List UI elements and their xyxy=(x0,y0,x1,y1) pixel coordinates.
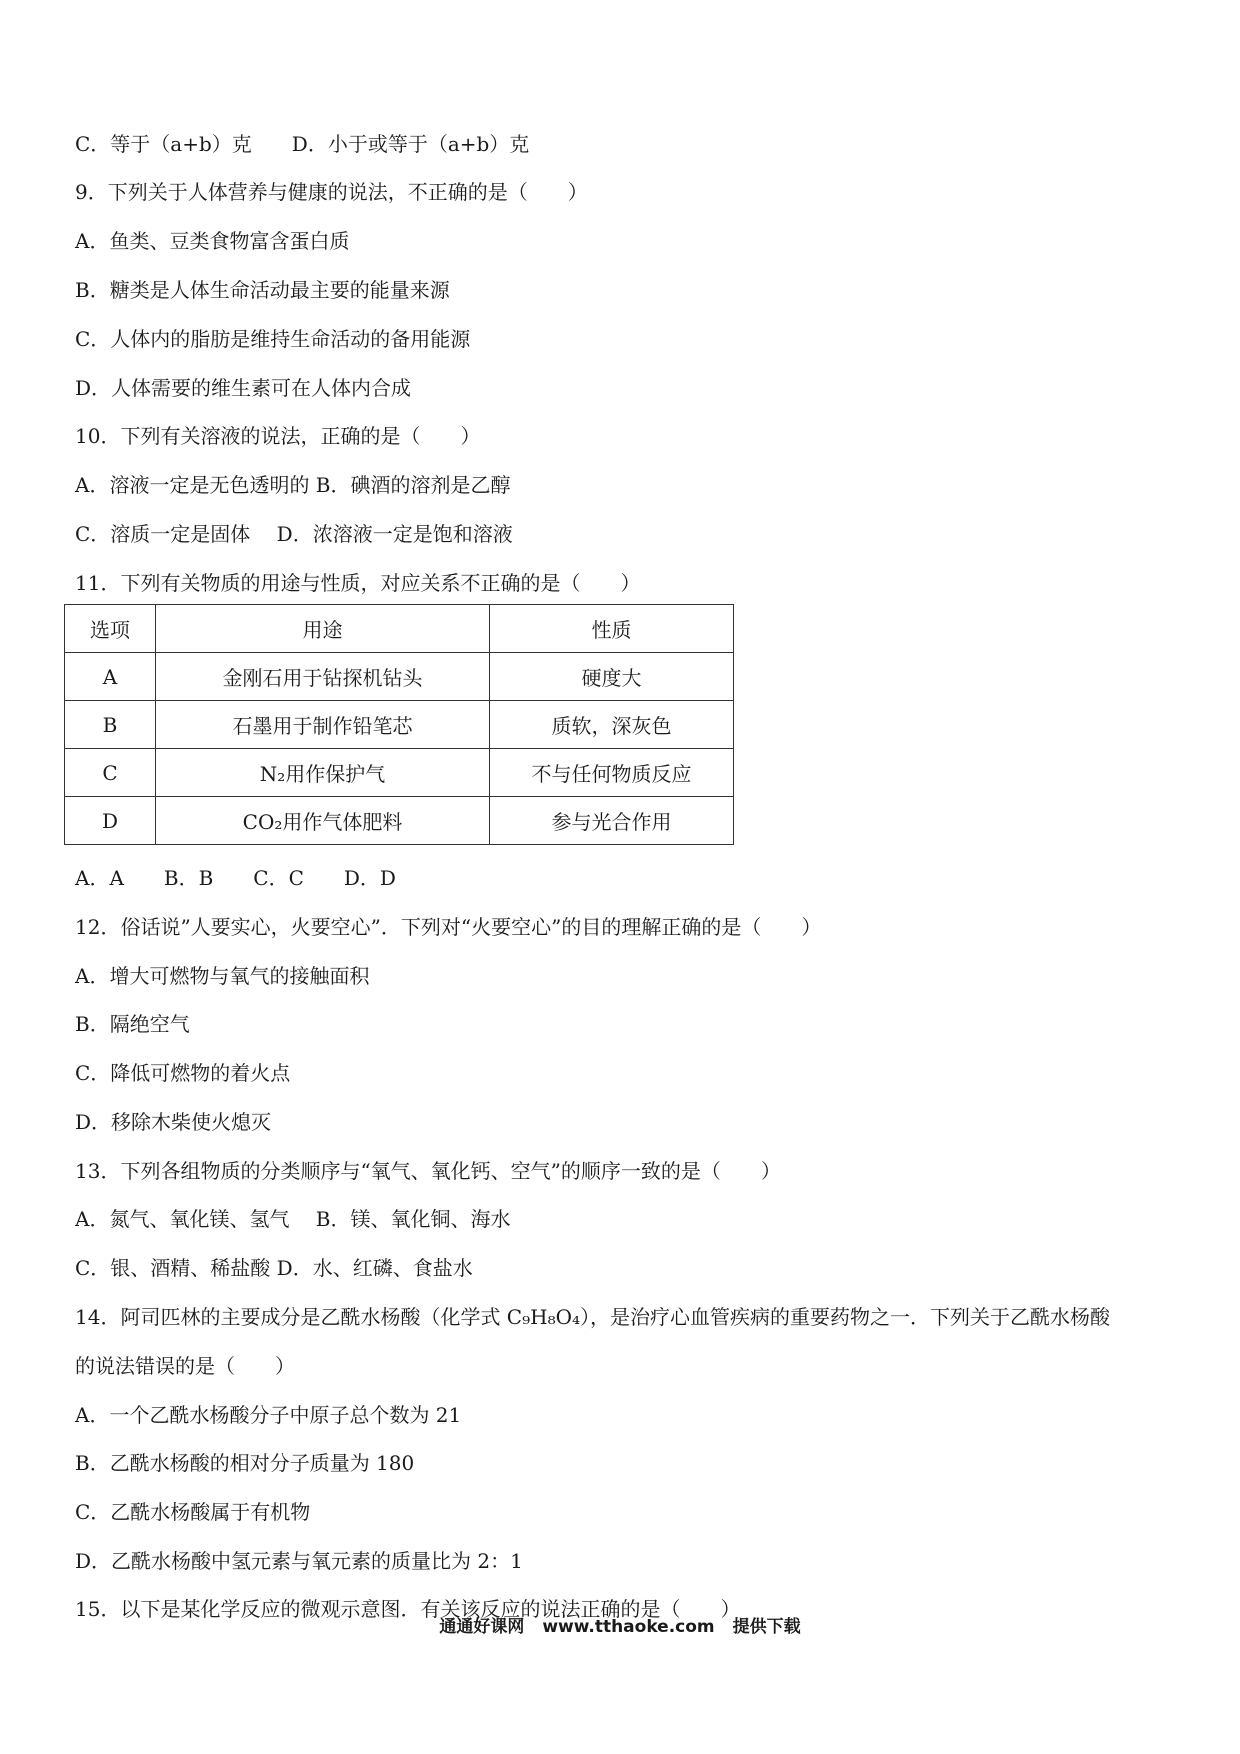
q12-option-d: D．移除木柴使火熄灭 xyxy=(75,1110,272,1134)
q14-stem-line1: 14．阿司匹林的主要成分是乙酰水杨酸（化学式 C₉H₈O₄），是治疗心血管疾病的重要药物之一．下列关于乙酰水杨酸 xyxy=(75,1305,1110,1329)
table-row xyxy=(65,701,734,749)
q10-options-cd: C．溶质一定是固体 D．浓溶液一定是饱和溶液 xyxy=(75,522,513,546)
q12-stem: 12．俗话说”人要实心，火要空心”．下列对“火要空心”的目的理解正确的是（ ） xyxy=(75,915,822,939)
q14-option-b: B．乙酰水杨酸的相对分子质量为 180 xyxy=(75,1451,415,1475)
table-row xyxy=(65,749,734,797)
footer-note: 提供下载 xyxy=(732,1617,801,1637)
q9-stem: 9．下列关于人体营养与健康的说法，不正确的是（ ） xyxy=(75,180,588,204)
page-footer xyxy=(0,1616,1240,1638)
table-header-row xyxy=(65,605,734,653)
table-row xyxy=(65,797,734,845)
q10-options-ab: A．溶液一定是无色透明的 B．碘酒的溶剂是乙醇 xyxy=(75,473,511,497)
q12-option-b: B．隔绝空气 xyxy=(75,1012,190,1036)
q12-option-c: C．降低可燃物的着火点 xyxy=(75,1061,291,1085)
table-cell: B xyxy=(65,701,156,749)
q11-options: A．A B．B C．C D．D xyxy=(75,866,396,890)
table-cell: 金刚石用于钻探机钻头 xyxy=(156,653,490,701)
table-cell: 参与光合作用 xyxy=(490,797,734,845)
q9-option-a: A．鱼类、豆类食物富含蛋白质 xyxy=(75,229,350,253)
q11-stem: 11．下列有关物质的用途与性质，对应关系不正确的是（ ） xyxy=(75,571,641,595)
table-cell: A xyxy=(65,653,156,701)
table-cell: 质软，深灰色 xyxy=(490,701,734,749)
q8-options-cd: C．等于（a+b）克 D．小于或等于（a+b）克 xyxy=(75,132,530,156)
q14-option-d: D．乙酰水杨酸中氢元素与氧元素的质量比为 2：1 xyxy=(75,1549,523,1573)
table-row xyxy=(65,653,734,701)
q9-option-d: D．人体需要的维生素可在人体内合成 xyxy=(75,376,412,400)
q15-stem: 15．以下是某化学反应的微观示意图．有关该反应的说法正确的是（ ） xyxy=(75,1597,741,1621)
table-cell: D xyxy=(65,797,156,845)
table-header-cell: 用途 xyxy=(156,605,490,653)
q9-option-b: B．糖类是人体生命活动最主要的能量来源 xyxy=(75,278,450,302)
q13-options-ab: A．氮气、氧化镁、氢气 B．镁、氧化铜、海水 xyxy=(75,1207,511,1231)
table-cell: 硬度大 xyxy=(490,653,734,701)
q14-stem-line2: 的说法错误的是（ ） xyxy=(75,1354,295,1378)
q14-option-a: A．一个乙酰水杨酸分子中原子总个数为 21 xyxy=(75,1403,462,1427)
q13-options-cd: C．银、酒精、稀盐酸 D．水、红磷、食盐水 xyxy=(75,1256,473,1280)
table-header-cell: 性质 xyxy=(490,605,734,653)
q10-stem: 10．下列有关溶液的说法，正确的是（ ） xyxy=(75,424,481,448)
footer-site-name: 通通好课网 xyxy=(439,1617,525,1637)
table-cell: C xyxy=(65,749,156,797)
footer-url[interactable]: www.tthaoke.com xyxy=(542,1617,715,1637)
table-cell: CO₂用作气体肥料 xyxy=(156,797,490,845)
table-header-cell: 选项 xyxy=(65,605,156,653)
q12-option-a: A．增大可燃物与氧气的接触面积 xyxy=(75,964,370,988)
table-cell: 石墨用于制作铅笔芯 xyxy=(156,701,490,749)
q13-stem: 13．下列各组物质的分类顺序与“氧气、氧化钙、空气”的顺序一致的是（ ） xyxy=(75,1159,781,1183)
q14-option-c: C．乙酰水杨酸属于有机物 xyxy=(75,1500,311,1524)
table-cell: 不与任何物质反应 xyxy=(490,749,734,797)
q11-table xyxy=(64,604,734,845)
table-cell: N₂用作保护气 xyxy=(156,749,490,797)
q9-option-c: C．人体内的脂肪是维持生命活动的备用能源 xyxy=(75,327,471,351)
